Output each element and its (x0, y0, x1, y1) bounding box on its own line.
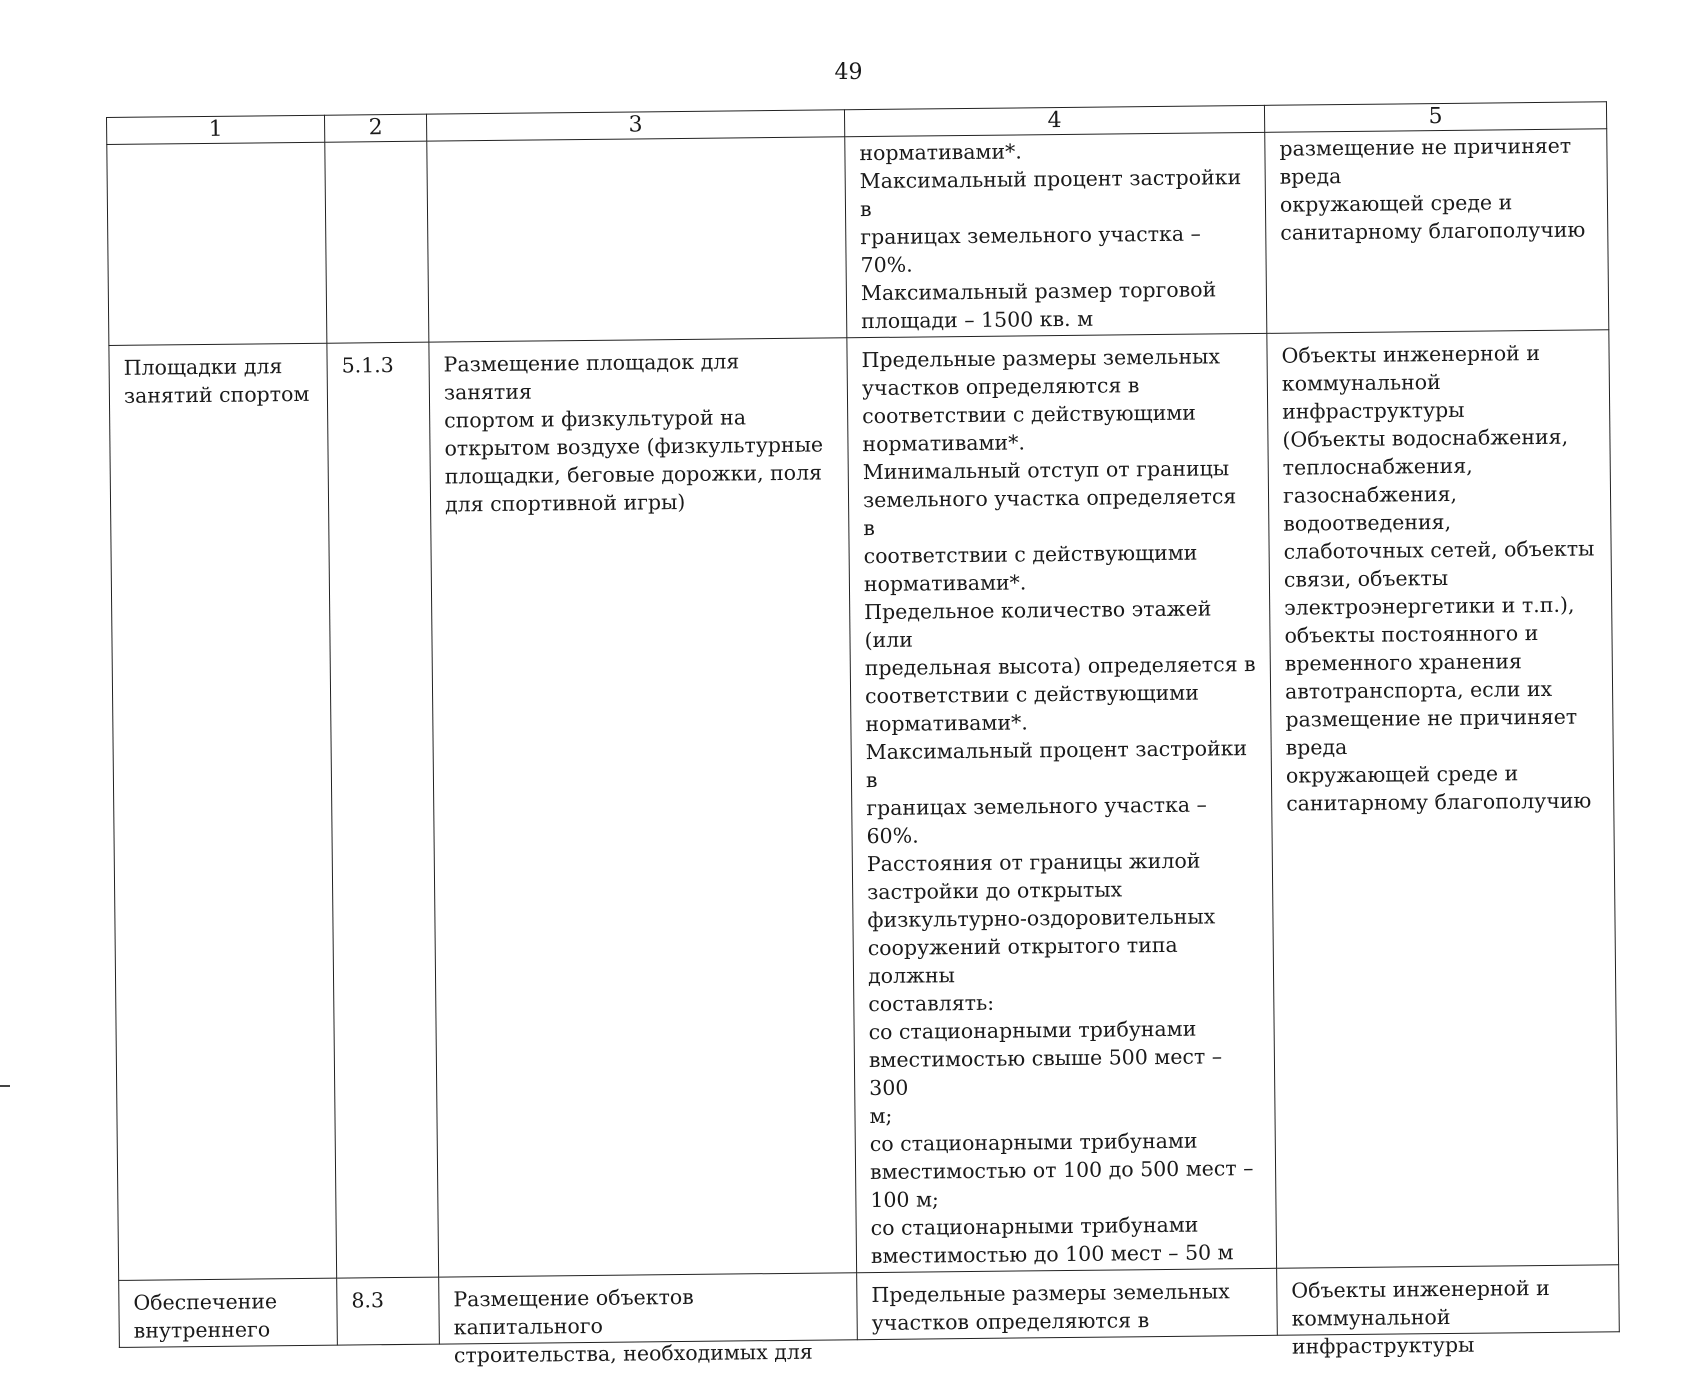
text-line: связи, объекты (1283, 565, 1449, 592)
cell-sport-description (429, 338, 857, 1277)
margin-mark (0, 1085, 10, 1087)
text-line: соответствии с действующими (863, 540, 1198, 569)
table-row-sport-grounds (109, 330, 1619, 1281)
land-use-table (106, 101, 1620, 1368)
text-line: Площадки для (123, 354, 283, 380)
text-line: размещение не причиняет вреда (1279, 133, 1572, 189)
cell-sport-code: 5.1.3 (327, 342, 439, 1278)
text-line: Обеспечение (133, 1289, 278, 1315)
text-line: границах земельного участка – 60%. (866, 792, 1207, 849)
text-line: строительства, необходимых для (453, 1339, 813, 1368)
text-line: м; (869, 1103, 893, 1129)
text-line: застройки до открытых (867, 877, 1123, 905)
text-line: Размещение площадок для занятия (443, 349, 740, 405)
cell-continuation-col5 (1265, 129, 1609, 334)
text-line: нормативами*. (862, 430, 1026, 457)
header-col-3: 3 (426, 110, 844, 141)
text-line: соответствии с действующими (862, 400, 1197, 429)
header-col-1: 1 (107, 115, 325, 144)
text-line: земельного участка определяется в (862, 484, 1237, 541)
text-line: со стационарными трибунами (870, 1212, 1199, 1241)
text-line: электроэнергетики и т.п.), (1284, 592, 1575, 620)
cell-last-name (119, 1278, 338, 1347)
text-line: санитарному благополучию (1280, 217, 1586, 245)
cell-clip (453, 1281, 843, 1368)
cell-last-description (439, 1273, 858, 1368)
text-line: окружающей среде и (1279, 190, 1513, 217)
header-col-4: 4 (844, 105, 1264, 136)
text-line: вместимостью свыше 500 мест – 300 (868, 1044, 1223, 1101)
text-line: физкультурно-оздоровительных (867, 904, 1216, 933)
document-table-wrapper (106, 101, 1619, 1368)
header-col-5: 5 (1264, 102, 1606, 133)
cell-continuation-col4 (845, 132, 1267, 337)
text-line: вместимостью от 100 до 500 мест – (869, 1156, 1254, 1185)
text-line: нормативами*. (859, 139, 1022, 166)
text-line: нормативами*. (865, 710, 1028, 737)
text-line: слаботочных сетей, объекты (1283, 536, 1595, 564)
text-line: Размещение объектов капитального (453, 1284, 694, 1340)
text-line: участков определяются в (871, 1308, 1150, 1336)
text-line: занятий спортом (123, 381, 310, 408)
text-line: Предельные размеры земельных (861, 344, 1221, 373)
text-line: для спортивной игры) (444, 489, 686, 517)
cell-last-code (337, 1277, 440, 1345)
page-number: 49 (834, 60, 863, 85)
text-line: спортом и физкультурой на (444, 405, 747, 433)
text-line: Объекты инженерной и (1281, 340, 1541, 368)
text-line: нормативами*. (863, 570, 1027, 597)
text-line: площади – 1500 кв. м (861, 306, 1094, 334)
text-line: соответствии с действующими (864, 680, 1199, 709)
text-line: вместимостью до 100 мест – 50 м (870, 1240, 1234, 1269)
text-line: со стационарными трибунами (869, 1128, 1198, 1157)
text-line: Объекты инженерной и (1291, 1275, 1550, 1303)
text-line: Максимальный процент застройки в (859, 165, 1242, 222)
cell-last-parameters (857, 1268, 1278, 1339)
text-line: предельная высота) определяется в (864, 651, 1256, 681)
text-line: Расстояния от границы жилой (866, 848, 1201, 877)
text-line: составлять: (868, 990, 995, 1017)
table-row-continuation (107, 129, 1609, 346)
cell-clip (133, 1287, 323, 1345)
cell-continuation-col1 (107, 142, 327, 345)
text-line: санитарному благополучию (1286, 788, 1592, 816)
text-line: внутреннего (133, 1317, 271, 1343)
text-line: (Объекты водоснабжения, (1282, 424, 1569, 452)
text-line: Максимальный размер торговой (860, 277, 1217, 306)
text-line: 8.3 (351, 1288, 385, 1313)
cell-sport-parameters (847, 333, 1277, 1272)
text-line: временного хранения (1284, 649, 1523, 676)
cell-continuation-col3 (427, 137, 847, 342)
text-line: автотранспорта, если их (1284, 676, 1553, 704)
text-line: объекты постоянного и (1284, 621, 1539, 648)
text-line: окружающей среде и (1285, 761, 1519, 788)
text-line: площадки, беговые дорожки, поля (444, 460, 823, 489)
text-line: со стационарными трибунами (868, 1016, 1197, 1045)
text-line: Минимальный отступ от границы (862, 456, 1230, 485)
text-line: Максимальный процент застройки в (865, 736, 1248, 793)
text-line: Предельные размеры земельных (871, 1279, 1230, 1308)
text-line: газоснабжения, водоотведения, (1282, 481, 1458, 536)
text-line: теплоснабжения, (1282, 453, 1473, 480)
header-col-2: 2 (324, 114, 426, 142)
cell-sport-name (109, 343, 337, 1280)
text-line: 100 м; (870, 1187, 940, 1213)
text-line: границах земельного участка – 70%. (860, 221, 1201, 278)
cell-clip (871, 1277, 1263, 1337)
cell-continuation-col2 (325, 141, 429, 343)
cell-last-auxiliary-uses (1277, 1265, 1620, 1359)
text-line: открытом воздухе (физкультурные (444, 432, 824, 461)
text-line: Предельное количество этажей (или (864, 596, 1212, 653)
text-line: коммунальной инфраструктуры (1281, 370, 1465, 424)
text-line: размещение не причиняет вреда (1285, 704, 1578, 760)
text-line: коммунальной инфраструктуры (1291, 1304, 1475, 1359)
cell-clip (1291, 1273, 1605, 1359)
cell-sport-auxiliary-uses (1267, 330, 1619, 1269)
table-row-internal-order (119, 1265, 1620, 1348)
text-line: сооружений открытого типа должны (867, 932, 1178, 989)
cell-clip (351, 1286, 425, 1343)
text-line: участков определяются в (861, 373, 1140, 401)
